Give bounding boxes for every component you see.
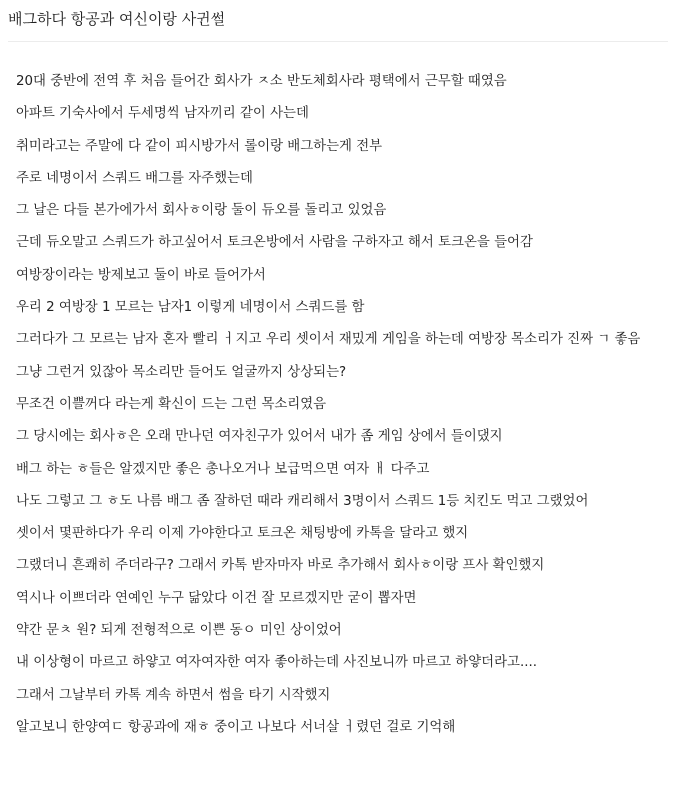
body-line: 배그 하는 ㅎ들은 알겠지만 좋은 총나오거나 보급먹으면 여자 ㅐ 다주고 [16,461,430,477]
body-line: 그래서 그날부터 카톡 계속 하면서 썸을 타기 시작했지 [16,687,331,703]
body-line: 무조건 이쁠꺼다 라는게 확신이 드는 그런 목소리였음 [16,396,327,412]
body-line: 근데 듀오말고 스쿼드가 하고싶어서 토크온방에서 사람을 구하자고 해서 토크온을 들어감 [16,235,533,251]
body-line: 20대 중반에 전역 후 처음 들어간 회사가 ㅈ소 반도체회사라 평택에서 근무할 때였음 [16,74,507,89]
post-title: 배그하다 항공과 여신이랑 사귄썰 [8,10,226,28]
body-line: 여방장이라는 방제보고 둘이 바로 들어가서 [16,267,266,283]
post-body [16,66,672,744]
body-line: 취미라고는 주말에 다 같이 피시방가서 롤이랑 배그하는게 전부 [16,138,383,154]
body-line: 그 당시에는 회사ㅎ은 오래 만나던 여자친구가 있어서 내가 좀 게임 상에서 들이댔지 [16,429,503,445]
body-line: 그랬더니 흔쾌히 주더라구? 그래서 카톡 받자마자 바로 추가해서 회사ㅎ이랑 프사 확인했지 [16,558,545,574]
body-line: 내 이상형이 마르고 하얗고 여자여자한 여자 좋아하는데 사진보니까 마르고 하얗더라고.... [16,655,538,671]
body-line: 셋이서 몇판하다가 우리 이제 가야한다고 토크온 채팅방에 카톡을 달라고 했지 [16,526,469,542]
body-line: 주로 네명이서 스쿼드 배그를 자주했는데 [16,170,253,186]
body-line: 우리 2 여방장 1 모르는 남자1 이렇게 네명이서 스쿼드를 함 [16,300,365,316]
body-line: 나도 그렇고 그 ㅎ도 나름 배그 좀 잘하던 때라 캐리해서 3명이서 스쿼드 1등 치킨도 먹고 그랬었어 [16,493,589,509]
body-line: 그 날은 다들 본가에가서 회사ㅎ이랑 둘이 듀오를 돌리고 있었음 [16,203,387,219]
body-line: 그냥 그런거 있잖아 목소리만 들어도 얼굴까지 상상되는? [16,364,347,380]
title-divider [8,41,668,42]
body-line: 아파트 기숙사에서 두세명씩 남자끼리 같이 사는데 [16,106,309,122]
body-line: 그러다가 그 모르는 남자 혼자 빨리 ㅓ지고 우리 셋이서 재밌게 게임을 하는데 여방장 목소리가 진짜 ㄱ 좋음 [16,332,641,348]
body-line: 역시나 이쁘더라 연예인 누구 닮았다 이건 잘 모르겠지만 굳이 뽑자면 [16,590,417,606]
body-line: 약간 문ㅊ 원? 되게 전형적으로 이쁜 동ㅇ 미인 상이었어 [16,623,342,639]
body-line: 알고보니 한양여ㄷ 항공과에 재ㅎ 중이고 나보다 서너살 ㅓ렸던 걸로 기억해 [16,719,456,735]
